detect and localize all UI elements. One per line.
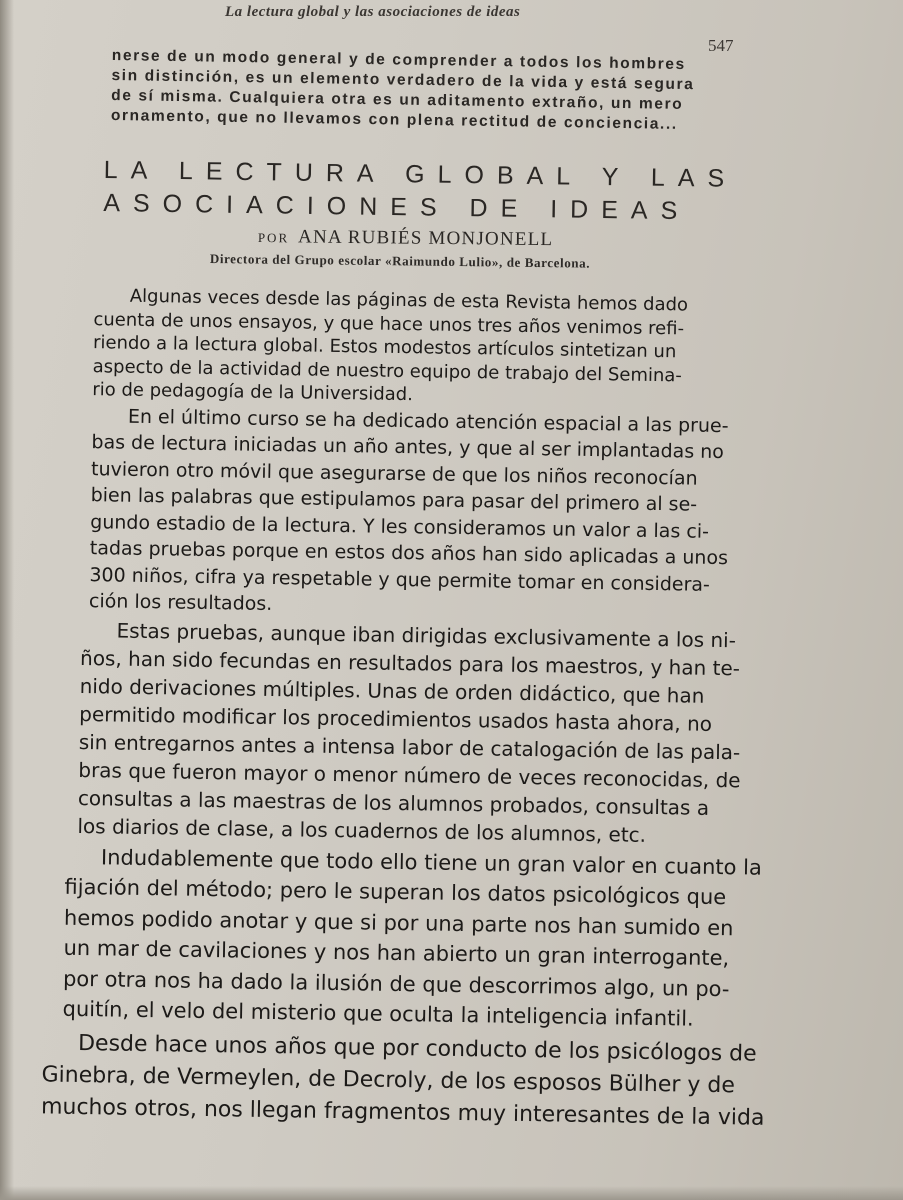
text-line: bien las palabras que estipulamos para pasar del primero al se- bbox=[90, 484, 698, 516]
title-line: LA LECTURA GLOBAL Y LAS bbox=[103, 155, 738, 193]
previous-article-ending bbox=[111, 46, 742, 136]
text-line: sin distinción, es un elemento verdadero de la vida y está segura bbox=[111, 66, 695, 94]
text-line: Indudablemente que todo ello tiene un gran valor en cuanto la bbox=[100, 844, 763, 880]
article-title bbox=[103, 154, 764, 229]
text-line: 300 niños, cifra ya respetable y que permite tomar en considera- bbox=[89, 563, 711, 596]
text-line: nerse de un modo general y de comprender a todos los hombres bbox=[111, 46, 686, 74]
page-number: 547 bbox=[708, 36, 734, 55]
article-body bbox=[40, 284, 778, 1134]
paragraph bbox=[62, 841, 768, 1035]
text-line: Ginebra, de Vermeylen, de Decroly, de los esposos Bülher y de bbox=[41, 1061, 736, 1098]
text-line: rio de pedagogía de la Universidad. bbox=[92, 379, 414, 406]
text-line: nido derivaciones múltiples. Unas de orden didáctico, que han bbox=[79, 673, 705, 708]
paragraph bbox=[41, 1027, 766, 1134]
paragraph bbox=[77, 615, 772, 850]
byline bbox=[258, 226, 554, 251]
text-line: sin entregarnos antes a intensa labor de catalogación de las pala- bbox=[78, 729, 741, 764]
text-line: consultas a las maestras de los alumnos probados, consultas a bbox=[77, 785, 710, 820]
text-line: Desde hace unos años que por conducto de los psicólogos de bbox=[77, 1030, 757, 1067]
text-line: fijación del método; pero le superan los datos psicológicos que bbox=[64, 874, 727, 910]
text-line: de sí misma. Cualquiera otra es un aditamento extraño, un mero bbox=[111, 86, 684, 113]
text-line: tuvieron otro móvil que asegurarse de que los niños reconocían bbox=[90, 457, 698, 490]
text-line: Estas pruebas, aunque iban dirigidas exclusivamente a los ni- bbox=[116, 618, 737, 652]
paragraph bbox=[92, 284, 777, 412]
byline-prefix: POR bbox=[257, 229, 290, 246]
text-line: bas de lectura iniciadas un año antes, y que al ser implantadas no bbox=[91, 431, 725, 464]
binding-shadow bbox=[0, 0, 14, 1200]
text-line: hemos podido anotar y que si por una parte nos han sumido en bbox=[63, 905, 734, 940]
text-line: riendo a la lectura global. Estos modestos artículos sintetizan un bbox=[92, 332, 677, 363]
paragraph bbox=[89, 403, 776, 626]
text-line: quitín, el velo del misterio que oculta la inteligencia infantil. bbox=[62, 996, 694, 1031]
text-line: los diarios de clase, a los cuadernos de los alumnos, etc. bbox=[77, 813, 647, 847]
running-head: La lectura global y las asociaciones de ideas bbox=[225, 4, 521, 20]
text-line: Algunas veces desde las páginas de esta Revista hemos dado bbox=[129, 285, 689, 316]
text-line: cuenta de unos ensayos, y que hace unos tres años venimos refi- bbox=[93, 308, 685, 339]
text-line: ción los resultados. bbox=[88, 590, 273, 615]
text-line: En el último curso se ha dedicado atención espacial a las prue- bbox=[127, 405, 729, 437]
title-line: ASOCIACIONES DE IDEAS bbox=[103, 188, 691, 226]
text-line: ornamento, que no llevamos con plena rectitud de conciencia... bbox=[110, 106, 678, 133]
text-line: un mar de cavilaciones y nos han abierto un gran interrogante, bbox=[63, 935, 730, 971]
author-affiliation: Directora del Grupo escolar «Raimundo Lulio», de Barcelona. bbox=[209, 251, 591, 271]
text-line: gundo estadio de la lectura. Y les consideramos un valor a las ci- bbox=[90, 510, 710, 543]
text-line: tadas pruebas porque en estos dos años han sido aplicadas a unos bbox=[89, 537, 729, 570]
text-line: permitido modificar los procedimientos usados hasta ahora, no bbox=[79, 701, 713, 736]
page-bottom-edge bbox=[0, 1186, 903, 1200]
text-line: bras que fueron mayor o menor número de veces reconocidas, de bbox=[78, 757, 741, 792]
text-line: muchos otros, nos llegan fragmentos muy interesantes de la vida bbox=[40, 1093, 765, 1131]
text-line: aspecto de la actividad de nuestro equipo de trabajo del Semina- bbox=[92, 355, 683, 386]
text-line: por otra nos ha dado la ilusión de que descorrimos algo, un po- bbox=[62, 966, 730, 1001]
author-name: ANA RUBIÉS MONJONELL bbox=[297, 226, 554, 251]
text-line: ños, han sido fecundas en resultados para los maestros, y han te- bbox=[79, 645, 741, 680]
